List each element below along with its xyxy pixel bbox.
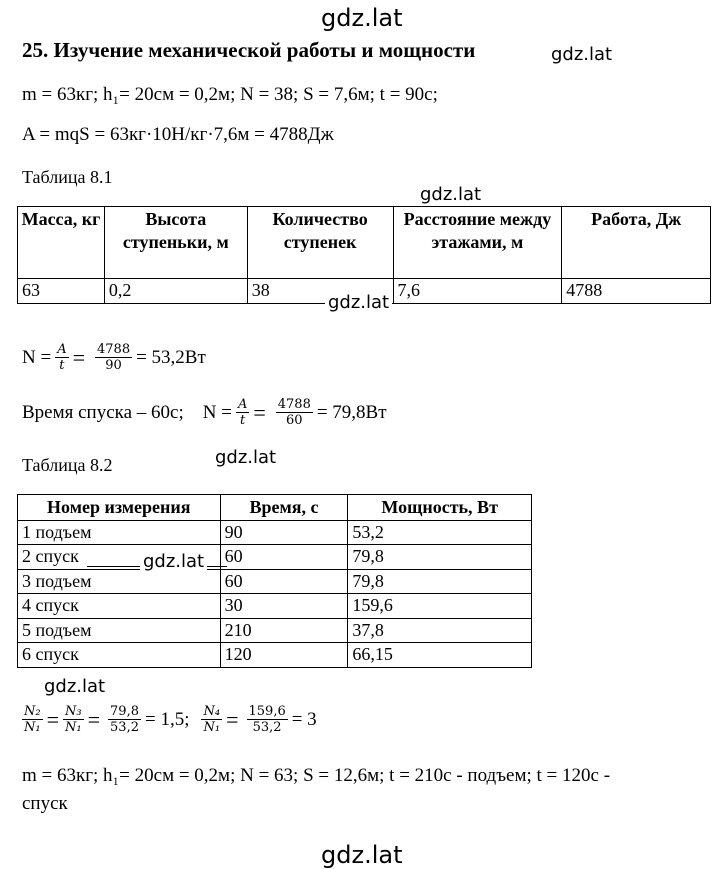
- table-8-1: [17, 206, 711, 304]
- work-formula: A = mqS = 63кг·10Н/кг·7,6м = 4788Дж: [22, 124, 334, 145]
- fraction-denominator: t: [59, 358, 65, 374]
- fraction: [55, 343, 68, 374]
- formula-prefix: N =: [22, 347, 52, 369]
- ratio-result: = 1,5;: [144, 709, 190, 731]
- page-title: 25. Изучение механической работы и мощности: [22, 38, 476, 62]
- equals-sign: =: [46, 707, 60, 733]
- fraction-denominator: t: [240, 413, 246, 429]
- watermark: gdz.lat: [325, 294, 392, 312]
- fraction-denominator: N₁: [24, 720, 41, 736]
- fraction-denominator: 90: [105, 358, 122, 374]
- table-row: [18, 594, 532, 619]
- table1-header: Количество ступенек: [247, 207, 393, 279]
- table-cell: 37,8: [348, 618, 532, 643]
- fraction-numerator: 159,6: [248, 704, 286, 719]
- fraction-denominator: N₁: [203, 720, 221, 736]
- fraction: [201, 705, 222, 736]
- table1-header: Высота ступеньки, м: [104, 207, 247, 279]
- fraction-numerator: 4788: [277, 397, 311, 412]
- table-cell: 38: [247, 279, 393, 304]
- table-cell: 4 спуск: [18, 594, 221, 619]
- table2-header: Время, с: [220, 495, 348, 521]
- fraction-denominator: 60: [286, 413, 303, 429]
- table-cell: 79,8: [348, 545, 532, 570]
- table-8-2: [17, 494, 532, 668]
- given-values-2-cont: спуск: [22, 793, 68, 814]
- table-cell: 60: [220, 569, 348, 594]
- fraction-denominator: N₁: [65, 720, 82, 736]
- table-cell: 53,2: [348, 520, 532, 545]
- watermark: gdz.lat: [44, 676, 106, 697]
- ratio-result: = 3: [291, 709, 317, 731]
- table2-caption: Таблица 8.2: [22, 455, 113, 475]
- watermark: gdz.lat: [420, 184, 482, 205]
- given-values: m = 63кг; h₁= 20см = 0,2м; N = 38; S = 7,6м; t = 90с;: [22, 84, 438, 105]
- fraction-numerator: A: [57, 342, 67, 357]
- fraction-denominator: 53,2: [110, 720, 139, 736]
- fraction-numerator: A: [237, 397, 248, 412]
- power-formula-1: [22, 343, 206, 374]
- table-row: [18, 520, 532, 545]
- table1-caption: Таблица 8.1: [22, 167, 113, 187]
- fraction-numerator: N₃: [65, 704, 82, 719]
- table-cell: 66,15: [348, 643, 532, 668]
- fraction: [276, 398, 313, 429]
- table-cell: 30: [220, 594, 348, 619]
- ratio-formula: [22, 705, 317, 736]
- table-cell: 1 подъем: [18, 520, 221, 545]
- power-formula-2: [22, 398, 387, 429]
- fraction: [95, 343, 132, 374]
- table2-header: Мощность, Вт: [348, 495, 532, 521]
- watermark: gdz.lat: [321, 4, 403, 32]
- formula-prefix: Время спуска – 60с; N =: [22, 402, 232, 424]
- table-cell: 79,8: [348, 569, 532, 594]
- fraction: [236, 398, 249, 429]
- watermark: gdz.lat: [321, 841, 403, 869]
- table-cell: 3 подъем: [18, 569, 221, 594]
- table-cell: 60: [220, 545, 348, 570]
- table-cell: 2 спуск: [18, 545, 221, 570]
- fraction-numerator: N₂: [24, 704, 41, 719]
- table-cell: 5 подъем: [18, 618, 221, 643]
- table-cell: 0,2: [104, 279, 247, 304]
- fraction-denominator: 53,2: [252, 720, 282, 736]
- equals-sign: =: [226, 707, 239, 733]
- watermark: gdz.lat: [551, 44, 613, 65]
- table-cell: 7,6: [393, 279, 562, 304]
- fraction: [108, 705, 141, 736]
- formula-result: = 53,2Вт: [136, 347, 206, 369]
- table-cell: 210: [220, 618, 348, 643]
- fraction: [63, 705, 84, 736]
- table-cell: 120: [220, 643, 348, 668]
- table1-header: Расстояние между этажами, м: [393, 207, 562, 279]
- table-row: [18, 643, 532, 668]
- table-row: [18, 618, 532, 643]
- equals-sign: =: [87, 707, 101, 733]
- table-cell: 90: [220, 520, 348, 545]
- table-row: [18, 569, 532, 594]
- given-values-2: m = 63кг; h₁= 20см = 0,2м; N = 63; S = 12,6м; t = 210с - подъем; t = 120с -: [22, 765, 611, 786]
- equals-sign: =: [72, 345, 85, 371]
- equals-sign: =: [253, 400, 266, 426]
- fraction: [22, 705, 43, 736]
- table-cell: 159,6: [348, 594, 532, 619]
- formula-result: = 79,8Вт: [316, 402, 387, 424]
- table1-header: Работа, Дж: [562, 207, 711, 279]
- table2-header: Номер измерения: [18, 495, 221, 521]
- fraction: [247, 705, 288, 736]
- watermark: gdz.lat: [140, 553, 207, 571]
- fraction-numerator: N₄: [203, 704, 221, 719]
- table-cell: 63: [18, 279, 105, 304]
- fraction-numerator: 4788: [97, 342, 131, 357]
- watermark: gdz.lat: [215, 447, 277, 468]
- table-cell: 4788: [562, 279, 711, 304]
- table-cell: 6 спуск: [18, 643, 221, 668]
- table1-header: Масса, кг: [18, 207, 105, 279]
- fraction-numerator: 79,8: [110, 704, 139, 719]
